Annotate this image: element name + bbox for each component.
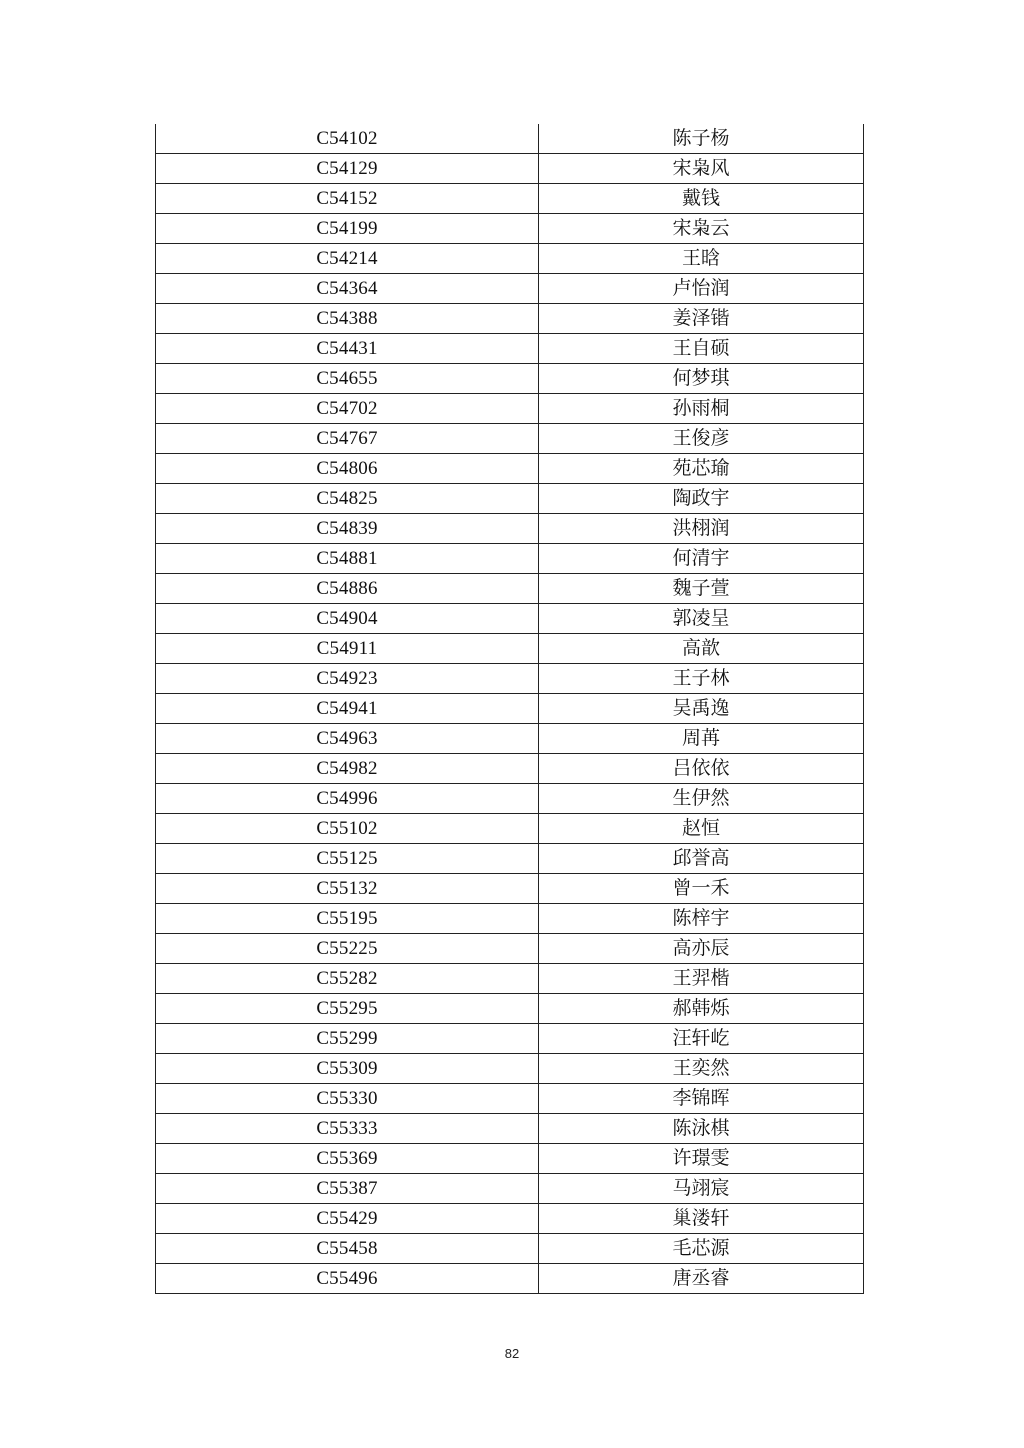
student-id-cell: C55225 <box>156 934 539 964</box>
table-row <box>156 1024 864 1054</box>
student-name-cell: 高歆 <box>539 634 864 664</box>
table-row <box>156 634 864 664</box>
student-name-cell: 孙雨桐 <box>539 394 864 424</box>
roster-table <box>155 124 864 1294</box>
table-row <box>156 1234 864 1264</box>
student-name-cell: 陈泳棋 <box>539 1114 864 1144</box>
table-row <box>156 874 864 904</box>
student-name-cell: 吕依依 <box>539 754 864 784</box>
student-name-cell: 洪栩润 <box>539 514 864 544</box>
student-name-cell: 姜泽锴 <box>539 304 864 334</box>
student-id-cell: C54655 <box>156 364 539 394</box>
table-row <box>156 214 864 244</box>
table-row <box>156 304 864 334</box>
table-row <box>156 844 864 874</box>
table-row <box>156 664 864 694</box>
student-name-cell: 苑芯瑜 <box>539 454 864 484</box>
student-id-cell: C54767 <box>156 424 539 454</box>
table-row <box>156 754 864 784</box>
student-name-cell: 邱誉高 <box>539 844 864 874</box>
student-id-cell: C54129 <box>156 154 539 184</box>
student-name-cell: 卢怡润 <box>539 274 864 304</box>
table-row <box>156 904 864 934</box>
student-id-cell: C55458 <box>156 1234 539 1264</box>
table-row <box>156 274 864 304</box>
student-id-cell: C55387 <box>156 1174 539 1204</box>
student-id-cell: C55299 <box>156 1024 539 1054</box>
student-id-cell: C54886 <box>156 574 539 604</box>
student-name-cell: 宋枭风 <box>539 154 864 184</box>
table-row <box>156 454 864 484</box>
table-row <box>156 1084 864 1114</box>
table-row <box>156 484 864 514</box>
table-row <box>156 784 864 814</box>
page-number: 82 <box>504 1346 520 1361</box>
table-row <box>156 604 864 634</box>
student-id-cell: C55330 <box>156 1084 539 1114</box>
table-row <box>156 424 864 454</box>
student-name-cell: 宋枭云 <box>539 214 864 244</box>
student-id-cell: C55369 <box>156 1144 539 1174</box>
table-row <box>156 1054 864 1084</box>
student-id-cell: C55195 <box>156 904 539 934</box>
student-name-cell: 王俊彦 <box>539 424 864 454</box>
student-id-cell: C55102 <box>156 814 539 844</box>
student-name-cell: 魏子萱 <box>539 574 864 604</box>
student-name-cell: 王羿楷 <box>539 964 864 994</box>
table-row <box>156 694 864 724</box>
student-id-cell: C54102 <box>156 124 539 154</box>
student-name-cell: 唐丞睿 <box>539 1264 864 1294</box>
table-row <box>156 1264 864 1294</box>
student-name-cell: 汪轩屹 <box>539 1024 864 1054</box>
student-name-cell: 马翊宸 <box>539 1174 864 1204</box>
student-name-cell: 陈梓宇 <box>539 904 864 934</box>
student-name-cell: 戴钱 <box>539 184 864 214</box>
table-row <box>156 1144 864 1174</box>
table-row <box>156 574 864 604</box>
student-name-cell: 何清宇 <box>539 544 864 574</box>
student-name-cell: 周苒 <box>539 724 864 754</box>
student-name-cell: 高亦辰 <box>539 934 864 964</box>
student-name-cell: 何梦琪 <box>539 364 864 394</box>
table-row <box>156 514 864 544</box>
table-row <box>156 814 864 844</box>
student-id-cell: C55496 <box>156 1264 539 1294</box>
table-row <box>156 154 864 184</box>
student-id-cell: C54214 <box>156 244 539 274</box>
student-name-cell: 郝韩烁 <box>539 994 864 1024</box>
student-name-cell: 许璟雯 <box>539 1144 864 1174</box>
table-row <box>156 394 864 424</box>
table-row <box>156 934 864 964</box>
table-row <box>156 244 864 274</box>
student-name-cell: 陶政宇 <box>539 484 864 514</box>
table-row <box>156 724 864 754</box>
student-name-cell: 赵恒 <box>539 814 864 844</box>
student-id-cell: C54963 <box>156 724 539 754</box>
table-row <box>156 994 864 1024</box>
student-id-cell: C55125 <box>156 844 539 874</box>
table-row <box>156 364 864 394</box>
student-id-cell: C55333 <box>156 1114 539 1144</box>
student-id-cell: C55295 <box>156 994 539 1024</box>
student-id-cell: C54825 <box>156 484 539 514</box>
student-id-cell: C54388 <box>156 304 539 334</box>
student-id-cell: C54904 <box>156 604 539 634</box>
student-id-cell: C54996 <box>156 784 539 814</box>
student-name-cell: 生伊然 <box>539 784 864 814</box>
student-id-cell: C54923 <box>156 664 539 694</box>
table-row <box>156 334 864 364</box>
table-row <box>156 1204 864 1234</box>
student-name-cell: 郭凌呈 <box>539 604 864 634</box>
student-id-cell: C54431 <box>156 334 539 364</box>
roster-table-body <box>156 124 864 1294</box>
student-id-cell: C54839 <box>156 514 539 544</box>
student-id-cell: C54941 <box>156 694 539 724</box>
student-id-cell: C54881 <box>156 544 539 574</box>
student-name-cell: 吴禹逸 <box>539 694 864 724</box>
student-name-cell: 王晗 <box>539 244 864 274</box>
student-name-cell: 王奕然 <box>539 1054 864 1084</box>
student-name-cell: 巢溇轩 <box>539 1204 864 1234</box>
student-id-cell: C55309 <box>156 1054 539 1084</box>
student-id-cell: C54152 <box>156 184 539 214</box>
table-row <box>156 544 864 574</box>
student-id-cell: C54702 <box>156 394 539 424</box>
student-name-cell: 李锦晖 <box>539 1084 864 1114</box>
table-row <box>156 964 864 994</box>
roster-table-container <box>155 124 863 1294</box>
student-id-cell: C54364 <box>156 274 539 304</box>
student-id-cell: C54911 <box>156 634 539 664</box>
student-id-cell: C55132 <box>156 874 539 904</box>
table-row <box>156 184 864 214</box>
student-id-cell: C54982 <box>156 754 539 784</box>
student-name-cell: 陈子杨 <box>539 124 864 154</box>
student-name-cell: 曾一禾 <box>539 874 864 904</box>
table-row <box>156 1174 864 1204</box>
student-id-cell: C55429 <box>156 1204 539 1234</box>
table-row <box>156 124 864 154</box>
student-name-cell: 王自硕 <box>539 334 864 364</box>
student-id-cell: C54806 <box>156 454 539 484</box>
student-id-cell: C54199 <box>156 214 539 244</box>
table-row <box>156 1114 864 1144</box>
student-name-cell: 王子林 <box>539 664 864 694</box>
student-id-cell: C55282 <box>156 964 539 994</box>
student-name-cell: 毛芯源 <box>539 1234 864 1264</box>
